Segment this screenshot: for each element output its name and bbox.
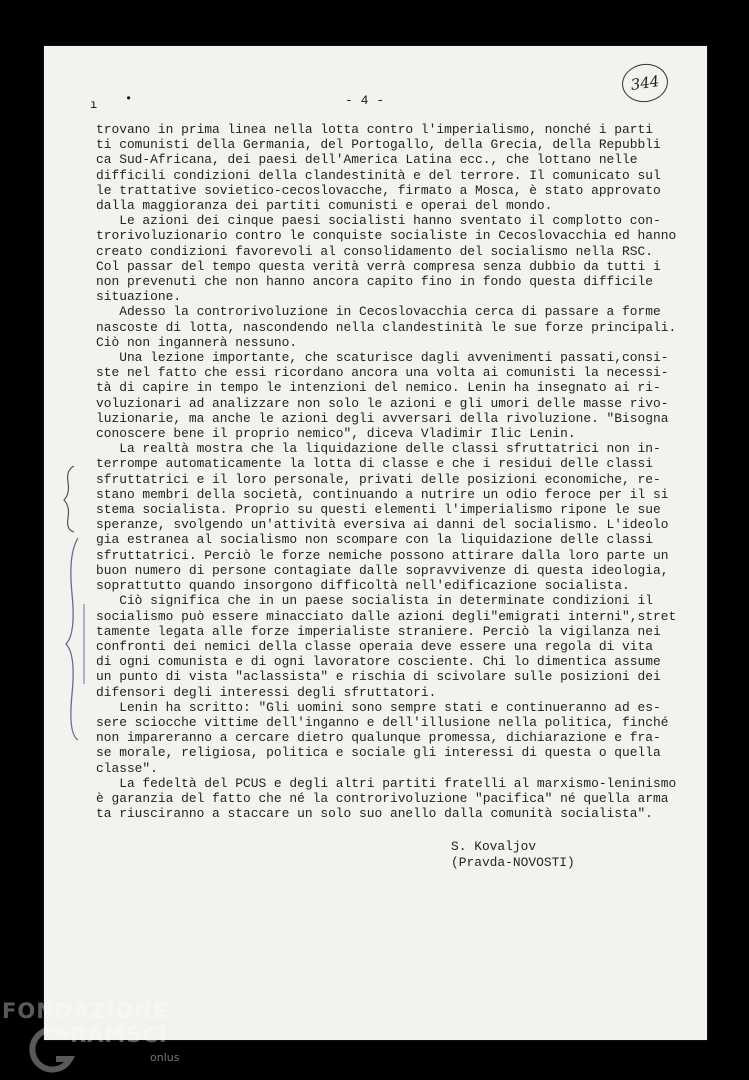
text-line: un punto di vista "aclassista" e rischia di scivolare sulle posizioni dei bbox=[96, 669, 661, 685]
text-line: se morale, religiosa, politica e sociale gli interessi di questa o quella bbox=[96, 745, 661, 761]
text-line: tà di capire in tempo le intenzioni del nemico. Lenin ha insegnato ai ri- bbox=[96, 380, 661, 396]
text-line: le trattative sovietico-cecoslovacche, firmato a Mosca, è stato approvato bbox=[96, 182, 661, 198]
margin-dot: • bbox=[125, 92, 133, 106]
text-line: buon numero di persone contagiate dalle sopravvivenze di questa ideologia, bbox=[96, 562, 669, 578]
text-line: Ciò significa che in un paese socialista in determinate condizioni il bbox=[96, 593, 653, 609]
watermark-line1: FONDAZIONE bbox=[2, 999, 169, 1023]
text-line: situazione. bbox=[96, 289, 182, 305]
text-line: sere sciocche vittime dell'inganno e dell'illusione nella politica, finché bbox=[96, 714, 669, 730]
text-line: creato condizioni favorevoli al consolidamento del socialismo nella RSC. bbox=[96, 243, 653, 259]
watermark-suffix: onlus bbox=[150, 1051, 180, 1064]
text-line: ste nel fatto che essi ricordano ancora una volta ai comunisti la necessi- bbox=[96, 365, 669, 381]
text-line: Lenin ha scritto: "Gli uomini sono sempre stati e continueranno ad es- bbox=[96, 699, 661, 715]
text-line: nascoste di lotta, nascondendo nella clandestinità le sue forze principali. bbox=[96, 319, 677, 335]
text-line: difficili condizioni della clandestinità e del terrore. Il comunicato sul bbox=[96, 167, 661, 183]
text-line: sfruttatrici. Perciò le forze nemiche possono attirare dalla loro parte un bbox=[96, 547, 669, 563]
text-line: Le azioni dei cinque paesi socialisti hanno sventato il complotto con- bbox=[96, 213, 661, 229]
text-line: gia estranea al socialismo non scompare con la liquidazione delle classi bbox=[96, 532, 653, 548]
text-line: è garanzia del fatto che né la controrivoluzione "pacifica" né quella arma bbox=[96, 790, 669, 806]
text-line: dalla maggioranza dei partiti comunisti e operai del mondo. bbox=[96, 198, 553, 214]
document-page bbox=[44, 46, 707, 1040]
text-line: luzionarie, ma anche le azioni degli avversari della rivoluzione. "Bisogna bbox=[96, 410, 669, 426]
page-number: - 4 - bbox=[345, 93, 385, 108]
margin-mark: ı bbox=[90, 98, 98, 112]
watermark-logo bbox=[0, 995, 260, 1080]
document-body bbox=[96, 122, 696, 821]
text-line: La realtà mostra che la liquidazione delle classi sfruttatrici non in- bbox=[96, 441, 661, 457]
text-line: ta riusciranno a staccare un solo suo anello dalla comunità socialista". bbox=[96, 806, 653, 822]
author-source: (Pravda-NOVOSTI) bbox=[451, 854, 575, 870]
text-line: stema socialista. Proprio su questi elementi l'imperialismo ripone le sue bbox=[96, 502, 661, 518]
text-line: non prevenuti che non hanno ancora capito fino in fondo questa difficile bbox=[96, 274, 653, 290]
text-line: Una lezione importante, che scaturisce dagli avvenimenti passati,consi- bbox=[96, 350, 669, 366]
watermark-line2: RAMSCI bbox=[70, 1023, 168, 1047]
text-line: stano membri della società, continuando a nutrire un odio feroce per il si bbox=[96, 486, 669, 502]
text-line: di ogni comunista e di ogni lavoratore cosciente. Chi lo dimentica assume bbox=[96, 654, 661, 670]
text-line: terrompe automaticamente la lotta di classe e che i residui delle classi bbox=[96, 456, 653, 472]
text-line: soprattutto quando insorgono difficoltà nell'edificazione socialista. bbox=[96, 578, 630, 594]
text-line: ti comunisti della Germania, del Portogallo, della Grecia, della Repubbli bbox=[96, 137, 661, 153]
text-line: Col passar del tempo questa verità verrà compresa senza dubbio da tutti i bbox=[96, 258, 661, 274]
archive-stamp: 344 bbox=[620, 61, 671, 105]
signature-block bbox=[451, 839, 575, 870]
text-line: sfruttatrici e il loro personale, privati delle posizioni economiche, re- bbox=[96, 471, 661, 487]
text-line: classe". bbox=[96, 760, 158, 776]
text-line: difensori degli interessi degli sfruttatori. bbox=[96, 684, 437, 700]
text-line: tamente legata alle forze imperialiste straniere. Perciò la vigilanza nei bbox=[96, 623, 661, 639]
author-name: S. Kovaljov bbox=[451, 839, 537, 854]
text-line: Ciò non ingannerà nessuno. bbox=[96, 334, 298, 350]
text-line: speranze, svolgendo un'attività eversiva ai danni del socialismo. L'ideolo bbox=[96, 517, 669, 533]
text-line: socialismo può essere minacciato dalle azioni degli"emigrati interni",stret bbox=[96, 608, 677, 624]
text-line: Adesso la controrivoluzione in Cecoslovacchia cerca di passare a forme bbox=[96, 304, 661, 320]
margin-bracket-mark-2 bbox=[58, 534, 88, 744]
text-line: confronti dei nemici della classe operaia deve essere una regola di vita bbox=[96, 638, 653, 654]
text-line: ca Sud-Africana, dei paesi dell'America Latina ecc., che lottano nelle bbox=[96, 152, 638, 168]
text-line: trorivoluzionario contro le conquiste socialiste in Cecoslovacchia ed hanno bbox=[96, 228, 677, 244]
margin-bracket-mark bbox=[62, 464, 78, 534]
text-line: non impareranno a cercare dietro qualunque promessa, dichiarazione e fra- bbox=[96, 730, 661, 746]
text-line: trovano in prima linea nella lotta contro l'imperialismo, nonché i parti bbox=[96, 122, 653, 137]
text-line: conoscere bene il proprio nemico", diceva Vladimir Ilic Lenin. bbox=[96, 426, 576, 442]
text-line: La fedeltà del PCUS e degli altri partiti fratelli al marxismo-leninismo bbox=[96, 775, 677, 791]
text-line: voluzionari ad analizzare non solo le azioni e gli umori delle masse rivo- bbox=[96, 395, 669, 411]
